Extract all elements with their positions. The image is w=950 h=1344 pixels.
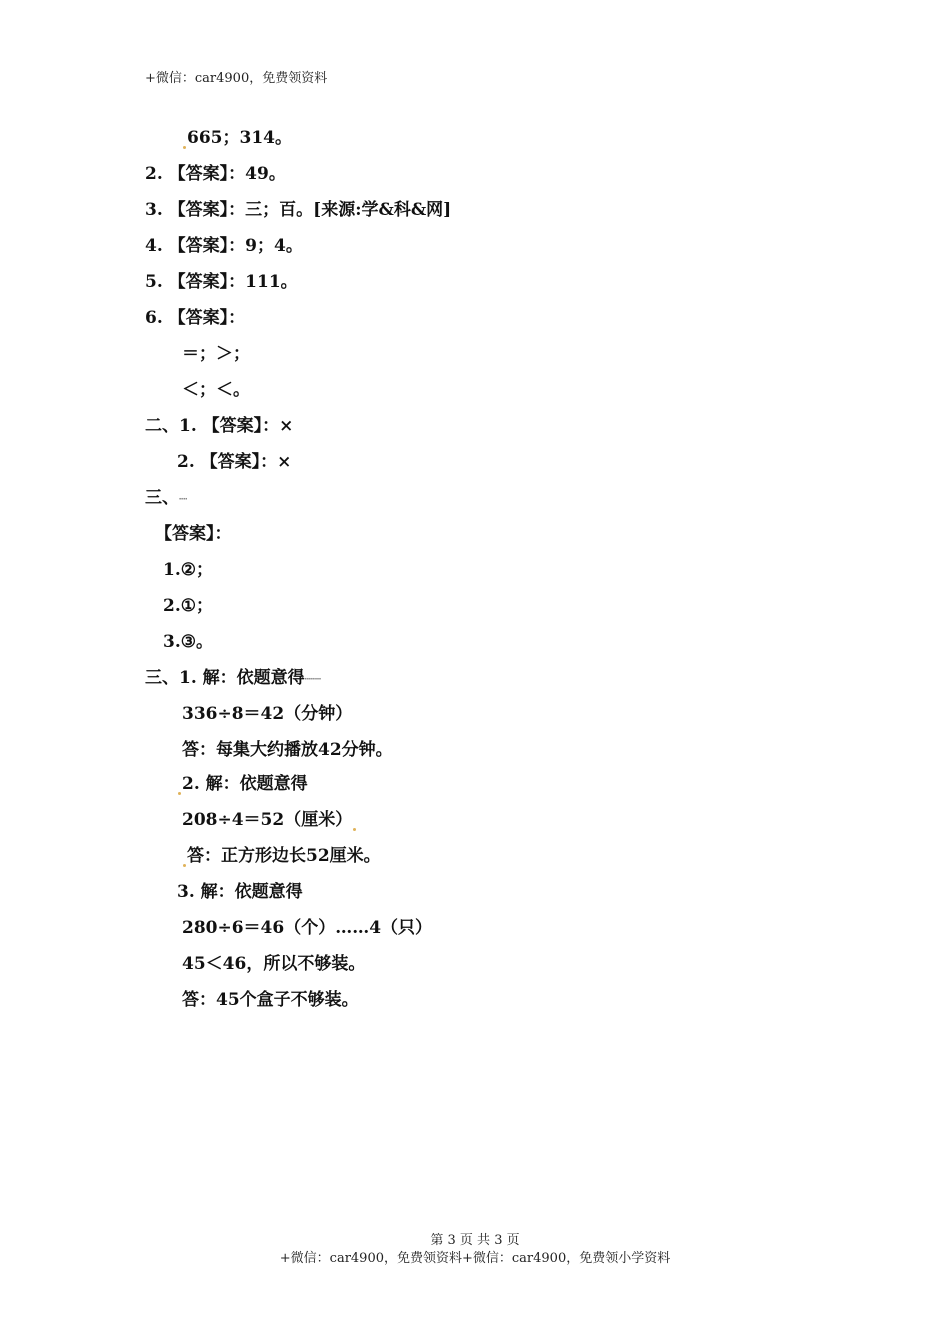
section-3-item-3: 3.③。 — [163, 632, 213, 652]
answer-line-2: 2. 【答案】：49。 — [145, 164, 286, 184]
tiny-watermark: ▪▪▪▪ — [179, 496, 188, 501]
answer-line-6b: ＜；＜。 — [182, 380, 250, 400]
section-3-item-2: 2.①； — [163, 596, 213, 616]
solution-3-answer: 答：45个盒子不够装。 — [182, 990, 359, 1010]
section-3-heading: 三、▪▪▪▪ — [145, 488, 188, 508]
answer-line-6: 6. 【答案】： — [145, 308, 246, 328]
section-2-item-2: 2. 【答案】：× — [177, 452, 292, 472]
solution-1-equation: 336÷8＝42（分钟） — [182, 704, 353, 724]
answer-line-6a: ＝；＞； — [182, 344, 250, 364]
solution-2-answer: 答：正方形边长52厘米。 — [182, 845, 381, 867]
answer-line-3: 3. 【答案】：三；百。[来源:学&科&网] — [145, 200, 452, 220]
solution-2-heading: 2. 解：依题意得 — [177, 773, 308, 795]
answer-line-1-cont: 665；314。 — [182, 127, 292, 149]
solution-3-heading: 3. 解：依题意得 — [177, 882, 303, 902]
solution-1-heading: 三、1. 解：依题意得▪▪▪▪▪▪▪▪ — [145, 668, 321, 688]
tiny-watermark: ▪▪▪▪▪▪▪▪ — [304, 676, 321, 681]
header-note: +微信：car4900，免费领资料 — [145, 71, 328, 86]
section-2-item-1: 二、1. 【答案】：× — [145, 416, 294, 436]
section-3-item-1: 1.②； — [163, 560, 213, 580]
footer-note: +微信：car4900，免费领资料+微信：car4900，免费领小学资料 — [279, 1251, 671, 1266]
page-number: 第 3 页 共 3 页 — [430, 1233, 520, 1248]
answer-line-5: 5. 【答案】：111。 — [145, 272, 298, 292]
answer-line-4: 4. 【答案】：9；4。 — [145, 236, 303, 256]
solution-1-answer: 答：每集大约播放42分钟。 — [182, 740, 393, 760]
solution-2-equation: 208÷4＝52（厘米） — [182, 809, 357, 831]
solution-3-equation: 280÷6＝46（个）……4（只） — [182, 918, 433, 938]
section-3-answer-label: 【答案】： — [155, 524, 232, 544]
solution-3-comparison: 45＜46，所以不够装。 — [182, 954, 366, 974]
